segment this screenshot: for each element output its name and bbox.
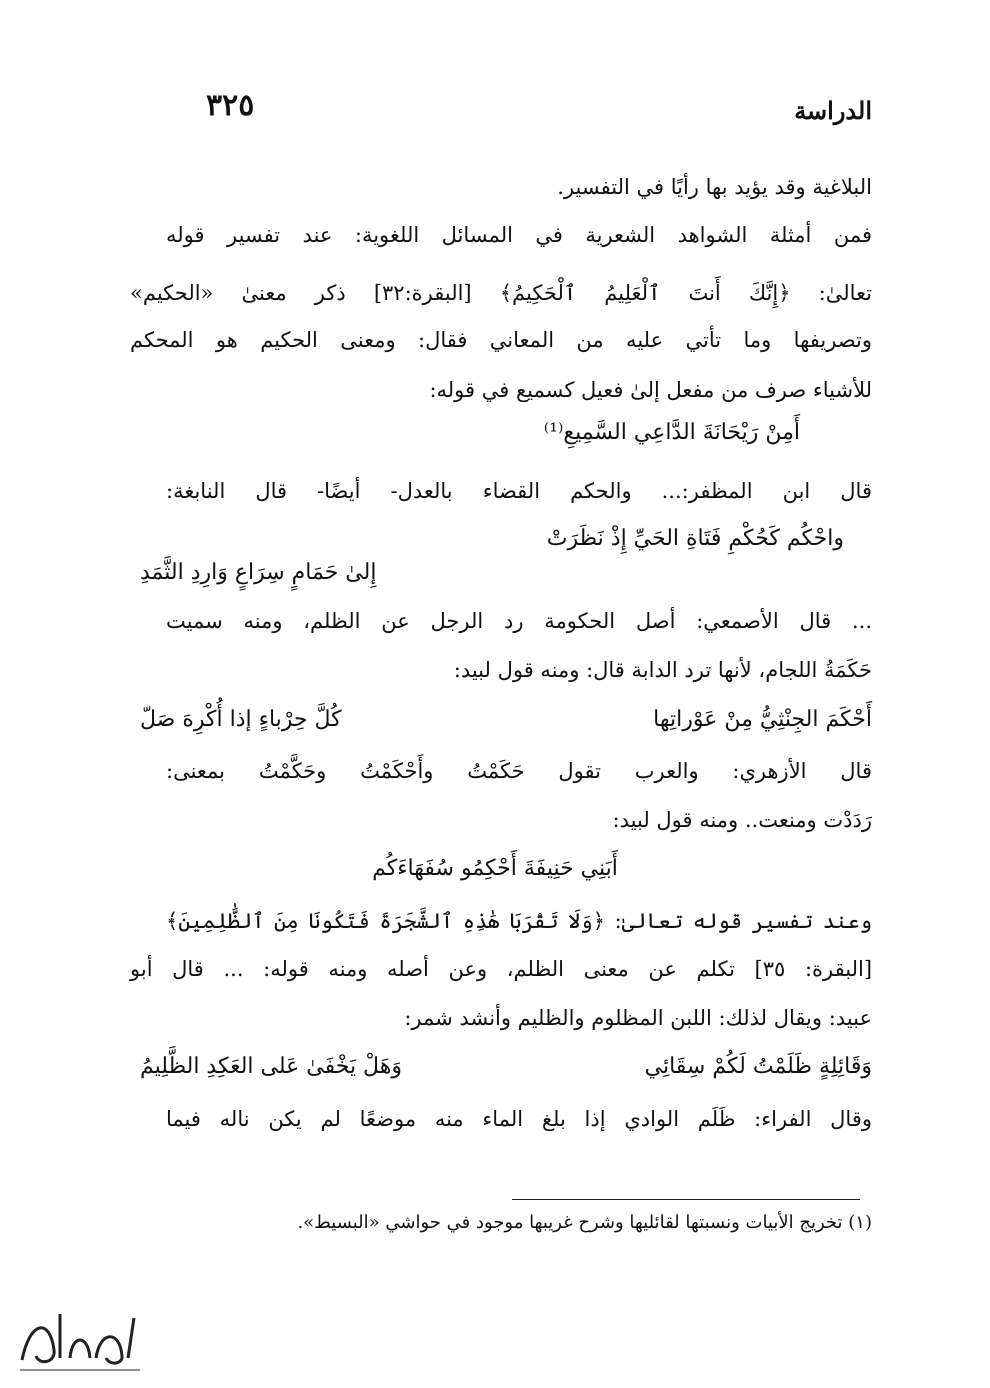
- verse-3-second-hemistich: كُلَّ حِرْباءٍ إذا أُكْرِهَ صَلّ: [140, 707, 342, 732]
- verse-2-second-hemistich: إِلىٰ حَمَامٍ سِرَاعٍ وَارِدِ الثَّمَدِ: [140, 560, 377, 585]
- verse-4: أَبَنِي حَنِيفَةَ أَحْكِمُو سُفَهَاءَكُم: [372, 856, 618, 881]
- verse-5-second-hemistich: وَهَلْ يَخْفَىٰ عَلى العَكِدِ الظَّلِيمُ: [140, 1054, 402, 1079]
- footnote-divider: [512, 1199, 860, 1200]
- footnote: (١) تخريج الأبيات ونسبتها لقائليها وشرح غريبها موجود في حواشي «البسيط».: [297, 1212, 872, 1233]
- body-line-12: [البقرة: ٣٥] تكلم عن معنى الظلم، وعن أصله ومنه قوله: ... قال أبو: [130, 957, 873, 981]
- verse-1: أَمِنْ رَيْحَانَةَ الدَّاعِي السَّمِيعِ⁽¹⁾: [543, 420, 800, 445]
- body-line-2: فمن أمثلة الشواهد الشعرية في المسائل اللغوية: عند تفسير قوله: [166, 223, 872, 247]
- verse-5-first-hemistich: وَقَائِلِةٍ ظَلَمْتُ لَكُمْ سِقَائِي: [644, 1054, 872, 1079]
- body-line-3: تعالىٰ: ﴿إِنَّكَ أَنتَ ٱلْعَلِيمُ ٱلْحَكِيمُ﴾ [البقرة:٣٢] ذكر معنىٰ «الحكيم»: [130, 281, 872, 305]
- verse-2-first-hemistich: واحْكُم كَحُكْمِ فَتَاةِ الحَيِّ إِذْ نَظَرَتْ: [546, 526, 844, 551]
- body-line-13: عبيد: ويقال لذلك: اللبن المظلوم والظليم وأنشد شمر:: [404, 1006, 872, 1030]
- publisher-logo: [10, 1300, 150, 1380]
- body-line-9: قال الأزهري: والعرب تقول حَكَمْتُ وأَحْكَمْتُ وحَكَّمْتُ بمعنى:: [166, 759, 872, 783]
- body-line-8: حَكَمَةُ اللجام، لأنها ترد الدابة قال: ومنه قول لبيد:: [453, 658, 872, 682]
- body-line-5: للأشياء صرف من مفعل إلىٰ فعيل كسميع في قوله:: [429, 378, 872, 402]
- body-line-10: رَدَدْت ومنعت.. ومنه قول لبيد:: [612, 808, 872, 832]
- page-number: ٣٢٥: [206, 88, 255, 123]
- verse-3-first-hemistich: أَحْكَمَ الجِنْثِيُّ مِنْ عَوْراتِها: [653, 707, 872, 732]
- body-line-11: وعند تفسير قوله تعالىٰ: ﴿وَلَا تَقْرَبَا هَٰذِهِ ٱلشَّجَرَةَ فَتَكُونَا مِنَ ٱلظَّٰلِمِينَ﴾: [166, 909, 872, 933]
- running-header-title: الدراسة: [794, 96, 872, 125]
- body-line-7: ... قال الأصمعي: أصل الحكومة رد الرجل عن الظلم، ومنه سميت: [166, 609, 872, 633]
- body-line-1: البلاغية وقد يؤيد بها رأيًا في التفسير.: [557, 175, 872, 199]
- body-line-4: وتصريفها وما تأتي عليه من المعاني فقال: ومعنى الحكيم هو المحكم: [130, 328, 872, 352]
- body-line-6: قال ابن المظفر:... والحكم القضاء بالعدل- أيضًا- قال النابغة:: [166, 479, 872, 503]
- body-line-14: وقال الفراء: ظَلَم الوادي إذا بلغ الماء منه موضعًا لم يكن ناله فيما: [166, 1107, 872, 1131]
